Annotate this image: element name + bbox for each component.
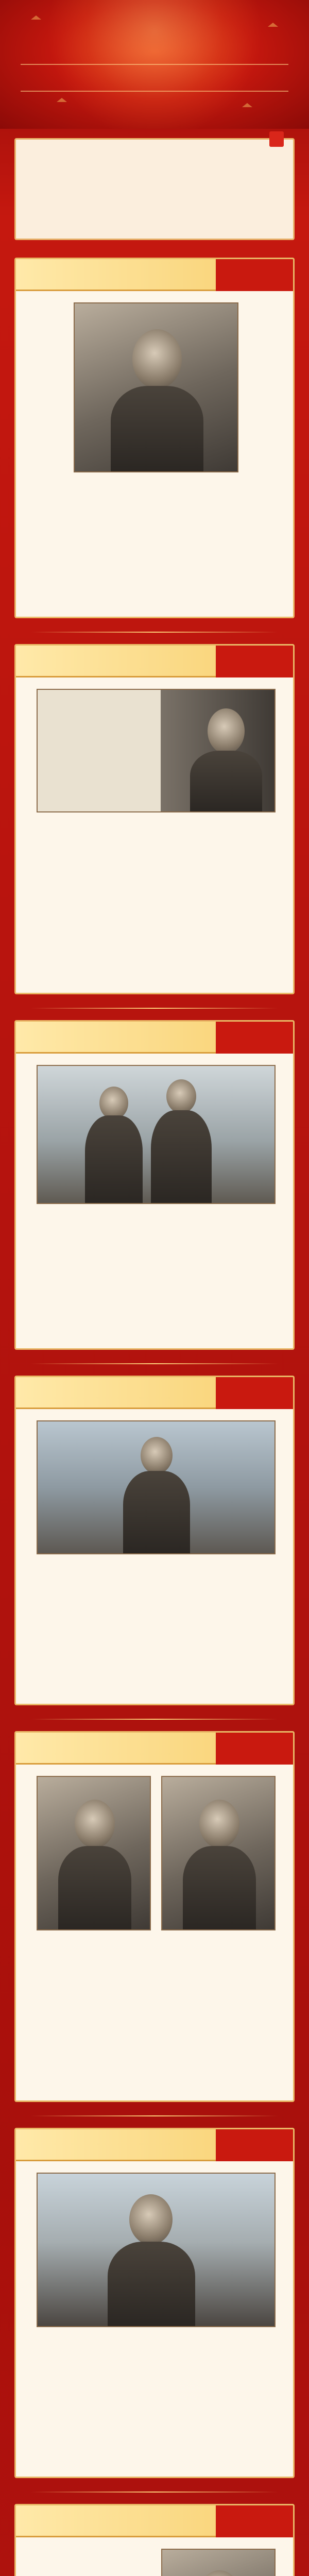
poster-title — [0, 27, 309, 56]
story-photo-statue — [37, 1420, 276, 1554]
story-tag — [216, 1022, 293, 1054]
story-card-4 — [14, 1376, 295, 1705]
story-card-1 — [14, 258, 295, 618]
story-banner — [16, 259, 293, 291]
story-card-7 — [14, 2504, 295, 2576]
story-title — [23, 1733, 210, 1765]
story-source — [27, 2075, 282, 2089]
story-title — [23, 646, 210, 677]
story-source — [27, 589, 282, 603]
story-photo-letter-portrait — [37, 689, 276, 812]
story-title — [23, 259, 210, 291]
star-icon — [268, 23, 278, 27]
story-card-2 — [14, 644, 295, 994]
story-text — [27, 1566, 282, 1674]
story-banner — [16, 1733, 293, 1765]
section-divider — [31, 1363, 278, 1364]
story-photo-memorial — [37, 2173, 276, 2327]
story-banner — [16, 2129, 293, 2161]
section-divider — [31, 2115, 278, 2116]
story-photo-portrait — [74, 302, 238, 472]
story-photo-portrait-right — [161, 1776, 276, 1930]
story-photo-portrait — [161, 2549, 276, 2576]
story-card-6 — [14, 2128, 295, 2478]
intro-label — [269, 131, 284, 147]
story-title — [23, 1022, 210, 1054]
section-divider — [31, 632, 278, 633]
story-card-3 — [14, 1020, 295, 1350]
story-tag — [216, 646, 293, 677]
story-banner — [16, 1022, 293, 1054]
story-text-side — [27, 2549, 148, 2576]
poster-header — [0, 0, 309, 129]
intro-box — [14, 138, 295, 240]
story-title — [23, 2505, 210, 2537]
story-banner — [16, 1377, 293, 1409]
story-source — [27, 967, 282, 981]
section-divider — [31, 1008, 278, 1009]
section-divider — [31, 1719, 278, 1720]
star-icon — [31, 15, 41, 20]
story-source — [27, 1678, 282, 1692]
story-tag — [216, 2129, 293, 2161]
story-tag — [216, 259, 293, 291]
story-title — [23, 2129, 210, 2161]
story-banner — [16, 2505, 293, 2537]
story-source — [27, 1323, 282, 1337]
story-banner — [16, 646, 293, 677]
poster-subtitle — [21, 64, 288, 92]
story-text — [27, 1941, 282, 2070]
story-card-5 — [14, 1731, 295, 2102]
story-text — [27, 2337, 282, 2446]
story-text — [27, 483, 282, 584]
story-photo-sculpture — [37, 1065, 276, 1204]
star-icon — [57, 98, 67, 102]
story-source — [27, 2451, 282, 2465]
story-tag — [216, 2505, 293, 2537]
story-tag — [216, 1377, 293, 1409]
story-photo-portrait-left — [37, 1776, 151, 1930]
story-text — [27, 1215, 282, 1318]
story-text — [27, 824, 282, 963]
story-tag — [216, 1733, 293, 1765]
section-divider — [31, 2492, 278, 2493]
story-title — [23, 1377, 210, 1409]
star-icon — [242, 103, 252, 107]
